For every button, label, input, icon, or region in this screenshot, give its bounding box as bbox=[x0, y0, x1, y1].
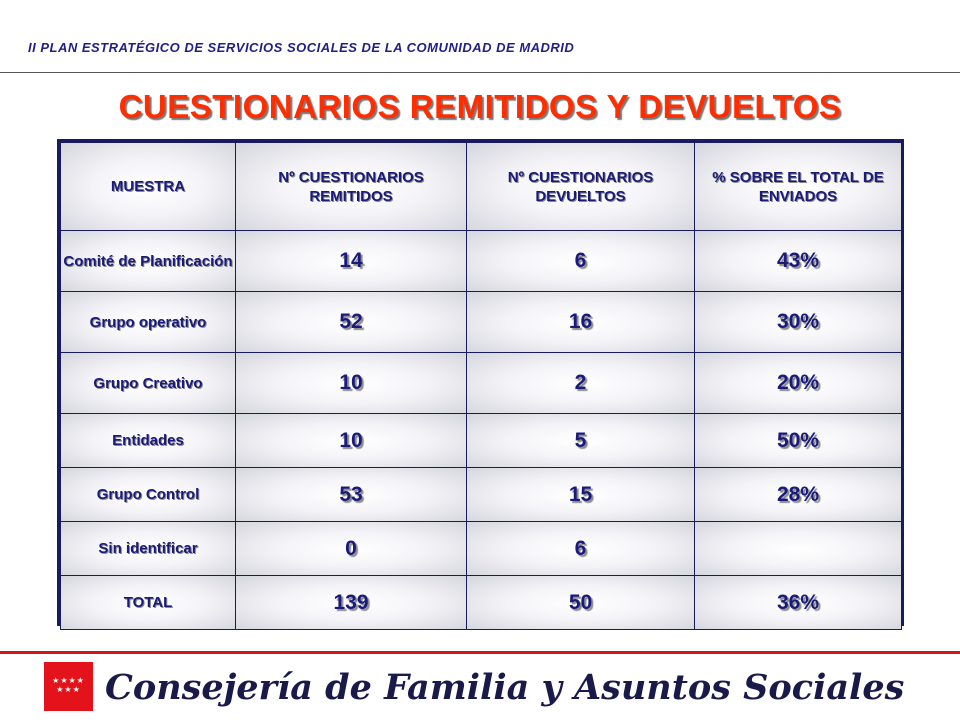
page-title: CUESTIONARIOS REMITIDOS Y DEVUELTOS bbox=[118, 88, 842, 125]
table-header-row bbox=[61, 143, 902, 231]
cell-remitidos: 10 bbox=[236, 353, 467, 414]
row-label: Grupo Control bbox=[61, 468, 236, 522]
comunidad-madrid-logo bbox=[44, 662, 93, 711]
cell-porcentaje: 50% bbox=[695, 414, 902, 468]
row-label: Comité de Planificación bbox=[61, 231, 236, 292]
row-label: Sin identificar bbox=[61, 522, 236, 576]
plan-header: II PLAN ESTRATÉGICO DE SERVICIOS SOCIALES DE LA COMUNIDAD DE MADRID bbox=[28, 40, 575, 55]
cell-porcentaje bbox=[695, 522, 902, 576]
results-table bbox=[57, 139, 904, 626]
table-row bbox=[61, 468, 902, 522]
cell-porcentaje: 28% bbox=[695, 468, 902, 522]
cell-remitidos: 52 bbox=[236, 292, 467, 353]
cell-devueltos: 6 bbox=[467, 231, 695, 292]
footer-title: Consejería de Familia y Asuntos Sociales bbox=[105, 667, 905, 708]
cell-devueltos: 50 bbox=[467, 576, 695, 630]
cell-porcentaje: 36% bbox=[695, 576, 902, 630]
cell-devueltos: 16 bbox=[467, 292, 695, 353]
cell-devueltos: 15 bbox=[467, 468, 695, 522]
column-header: % SOBRE EL TOTAL DE ENVIADOS bbox=[695, 143, 902, 231]
cell-remitidos: 139 bbox=[236, 576, 467, 630]
cell-devueltos: 5 bbox=[467, 414, 695, 468]
column-header: Nº CUESTIONARIOS DEVUELTOS bbox=[467, 143, 695, 231]
table-row bbox=[61, 292, 902, 353]
row-label: Grupo Creativo bbox=[61, 353, 236, 414]
bottom-divider bbox=[0, 651, 960, 654]
cell-porcentaje: 43% bbox=[695, 231, 902, 292]
table-row bbox=[61, 522, 902, 576]
cell-devueltos: 6 bbox=[467, 522, 695, 576]
top-divider bbox=[0, 72, 960, 73]
cell-remitidos: 10 bbox=[236, 414, 467, 468]
table-row-total bbox=[61, 576, 902, 630]
column-header: MUESTRA bbox=[61, 143, 236, 231]
row-label: TOTAL bbox=[61, 576, 236, 630]
cell-devueltos: 2 bbox=[467, 353, 695, 414]
row-label: Entidades bbox=[61, 414, 236, 468]
cell-remitidos: 14 bbox=[236, 231, 467, 292]
star-icon: ★★★★ ★★★ bbox=[52, 676, 85, 694]
cell-porcentaje: 20% bbox=[695, 353, 902, 414]
cell-porcentaje: 30% bbox=[695, 292, 902, 353]
row-label: Grupo operativo bbox=[61, 292, 236, 353]
table-row bbox=[61, 414, 902, 468]
table-row bbox=[61, 231, 902, 292]
column-header: Nº CUESTIONARIOS REMITIDOS bbox=[236, 143, 467, 231]
cell-remitidos: 0 bbox=[236, 522, 467, 576]
cell-remitidos: 53 bbox=[236, 468, 467, 522]
table-row bbox=[61, 353, 902, 414]
